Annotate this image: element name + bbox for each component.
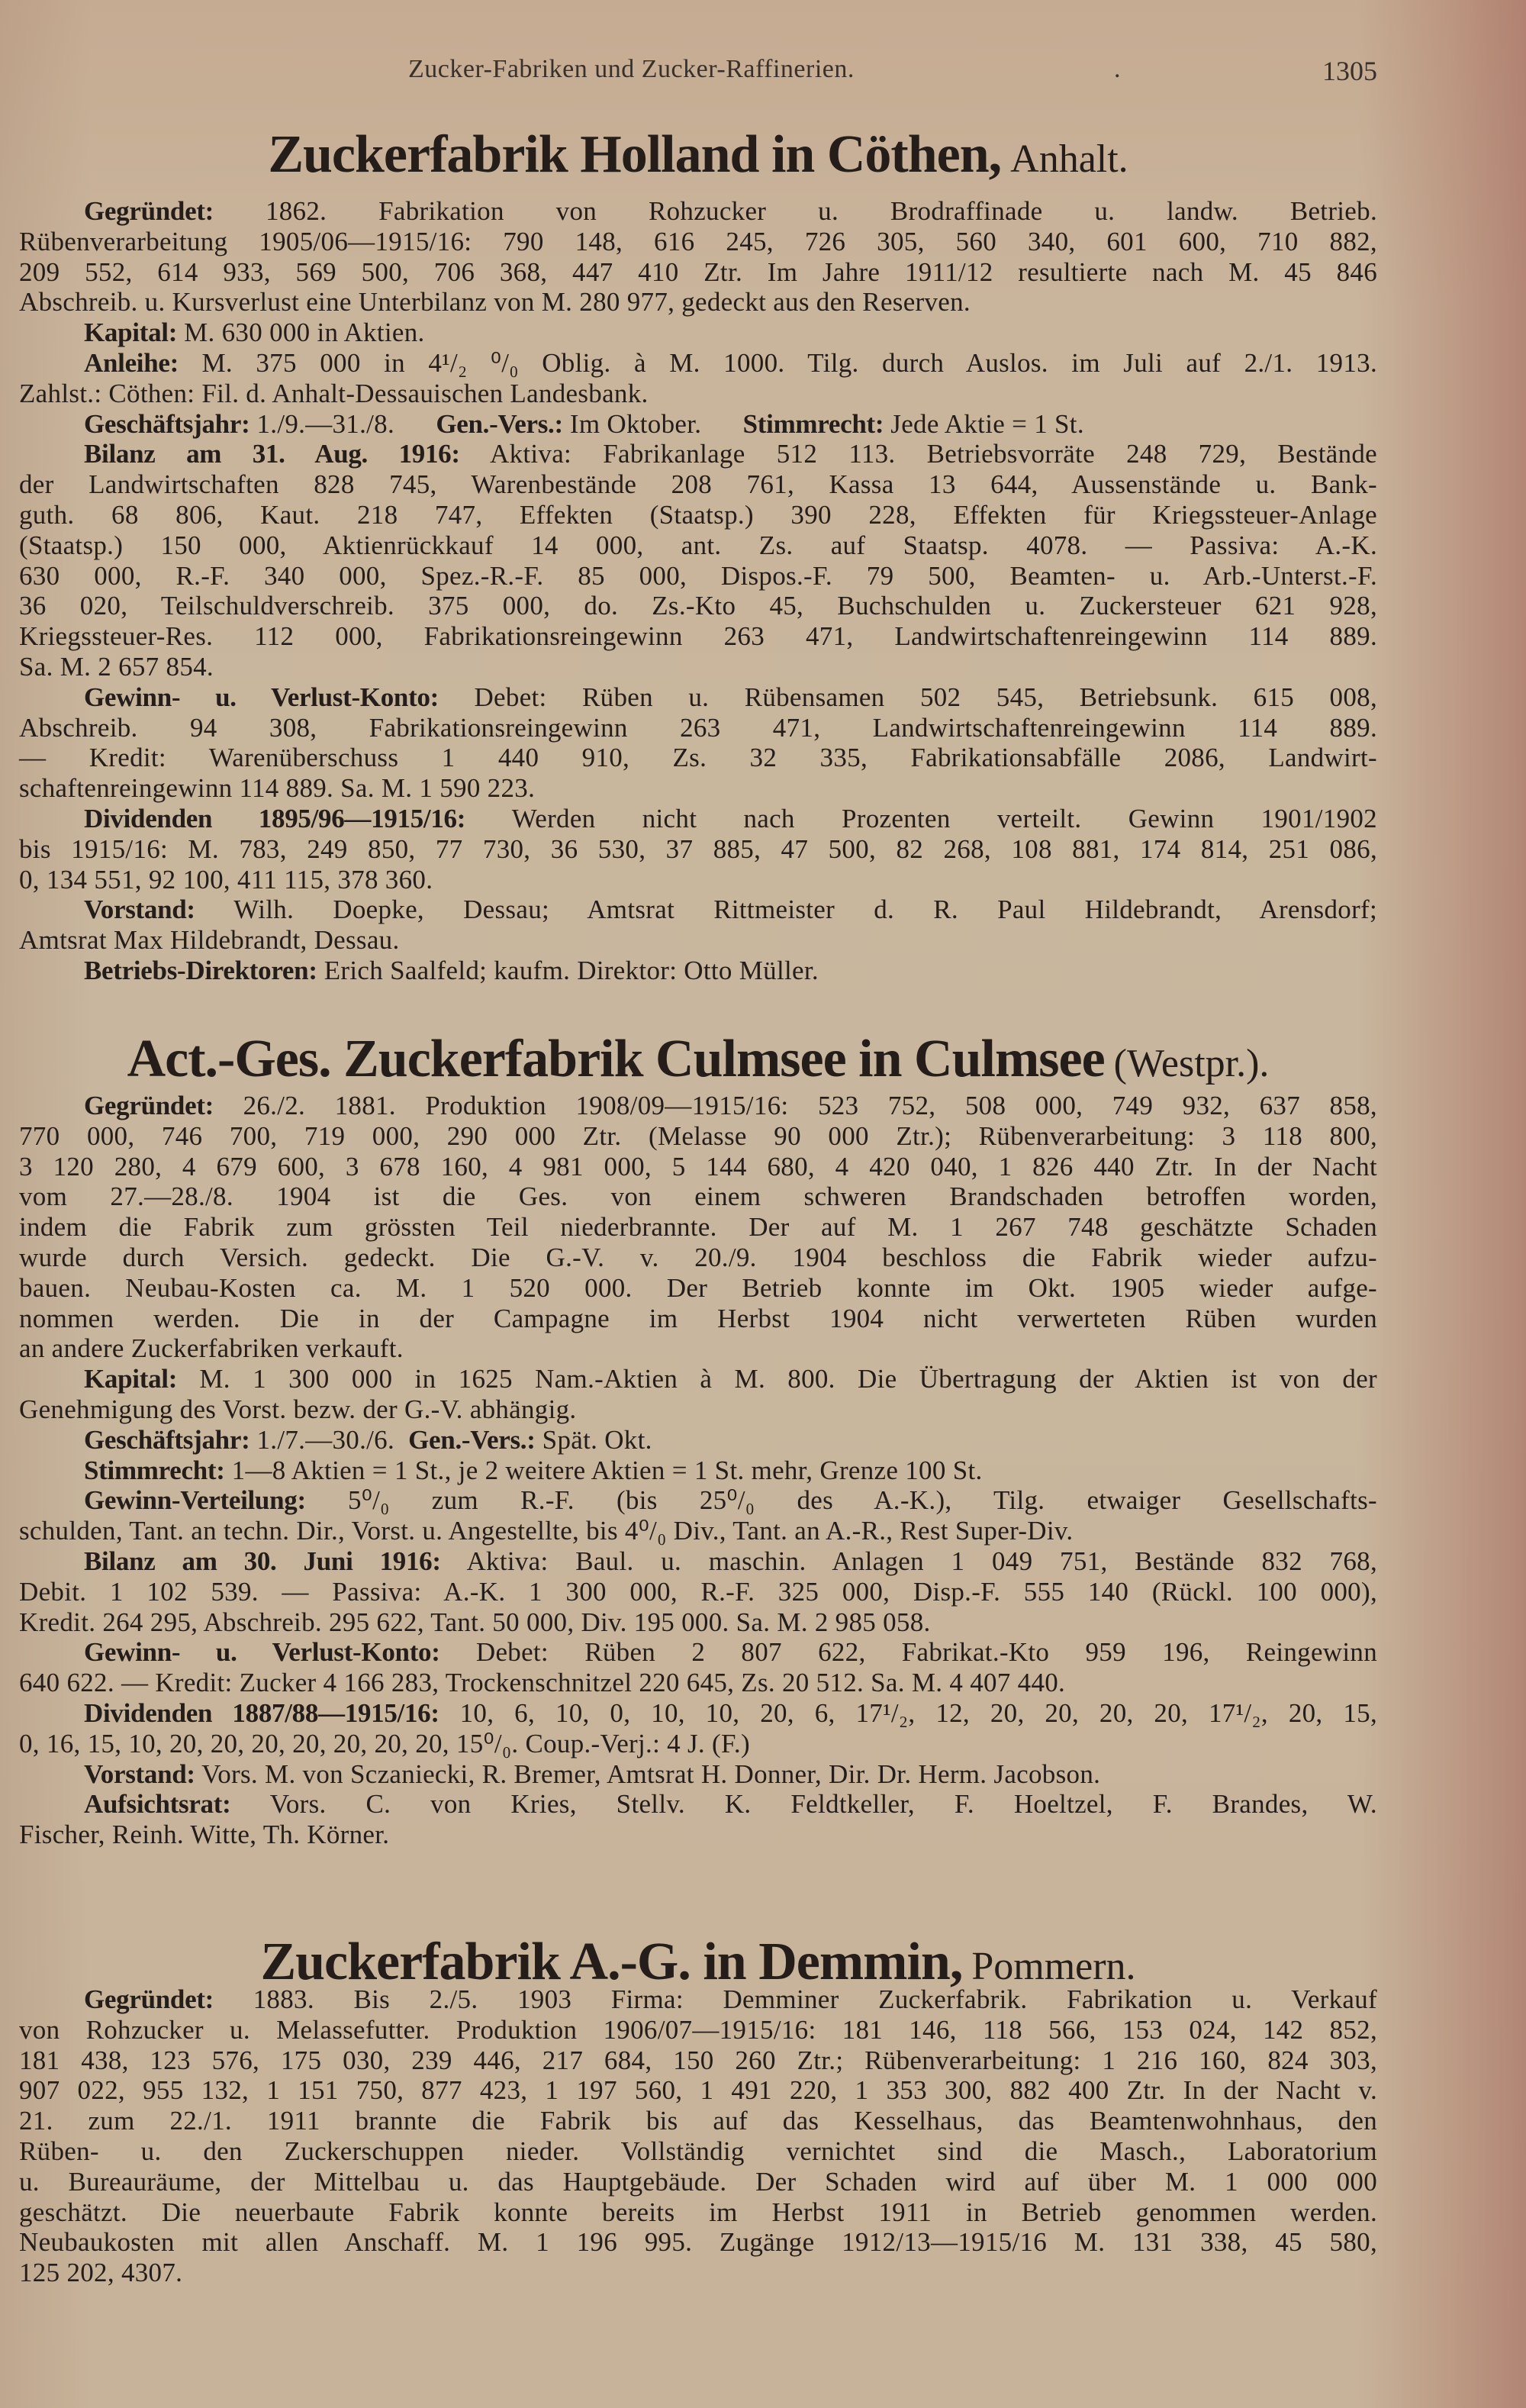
field-text: Debet: Rüben 2 807 622, Fabrikat.-Kto 959 196, Reingewinn: [439, 1637, 1377, 1668]
field-text: 181 438, 123 576, 175 030, 239 446, 217 684, 150 260 Ztr.; Rübenverarbeitung: 1 216 160, 824 303,: [19, 2045, 1377, 2075]
field-text: Kriegssteuer-Res. 112 000, Fabrikationsreingewinn 263 471, Landwirtschaftenreingewinn 114 889.: [19, 621, 1377, 652]
text-line: [19, 1121, 1377, 1152]
text-line: [19, 1607, 1377, 1638]
text-line: [19, 1181, 1377, 1212]
field-text: schaftenreingewinn 114 889. Sa. M. 1 590 223.: [19, 773, 536, 804]
field-text: Sa. M. 2 657 854.: [19, 651, 214, 682]
text-line: [19, 1698, 1377, 1729]
text-line: [19, 865, 1377, 895]
text-line: [19, 1152, 1377, 1182]
entry-paragraph: [19, 1759, 1377, 1790]
text-line: [19, 1091, 1377, 1121]
field-text: 209 552, 614 933, 569 500, 706 368, 447 410 Ztr. Im Jahre 1911/12 resultierte nach M. 45 846: [19, 256, 1377, 287]
text-line: [19, 2015, 1377, 2045]
field-text: Aktiva: Baul. u. maschin. Anlagen 1 049 751, Bestände 832 768,: [440, 1546, 1378, 1576]
field-text: Wilh. Doepke, Dessau; Amtsrat Rittmeister d. R. Paul Hildebrandt, Arensdorf;: [195, 895, 1377, 925]
field-label: Bilanz am 31. Aug. 1916:: [84, 439, 460, 469]
running-header-dot: .: [1114, 55, 1121, 83]
field-text: 1862. Fabrikation von Rohzucker u. Brodraffinade u. landw. Betrieb.: [214, 196, 1377, 226]
field-text: (Staatsp.) 150 000, Aktienrückkauf 14 000, ant. Zs. auf Staatsp. 4078. — Passiva: A.-K.: [19, 530, 1377, 560]
text-line: [19, 318, 1377, 348]
field-text: der Landwirtschaften 828 745, Warenbestände 208 761, Kassa 13 644, Aussenstände u. Bank-: [19, 469, 1377, 500]
entry-paragraph: [19, 1984, 1377, 2288]
entry-paragraph: [19, 1364, 1377, 1425]
text-line: [19, 1577, 1377, 1607]
text-line: [19, 713, 1377, 743]
field-label: Gen.-Vers.:: [408, 1424, 536, 1455]
text-line: [19, 1243, 1377, 1273]
field-text: 5⁰/₀ zum R.-F. (bis 25⁰/₀ des A.-K.), Tilg. etwaiger Gesellschafts-: [305, 1485, 1377, 1516]
field-text: 10, 6, 10, 0, 10, 10, 20, 6, 17¹/₂, 12, 20, 20, 20, 20, 17¹/₂, 20, 15,: [439, 1697, 1377, 1728]
entry-paragraph: [19, 348, 1377, 409]
text-line: [19, 773, 1377, 804]
text-line: [19, 956, 1377, 986]
company-region: Anhalt.: [1010, 137, 1128, 181]
field-text: — Kredit: Warenüberschuss 1 440 910, Zs. 32 335, Fabrikationsabfälle 2086, Landwirt-: [19, 743, 1377, 773]
text-line: [19, 804, 1377, 834]
field-label: Stimmrecht:: [84, 1455, 225, 1485]
field-text: bauen. Neubau-Kosten ca. M. 1 520 000. Der Betrieb konnte im Okt. 1905 wieder aufge-: [19, 1272, 1377, 1303]
field-text: Vors. M. von Sczaniecki, R. Bremer, Amtsrat H. Donner, Dir. Dr. Herm. Jacobson.: [195, 1758, 1101, 1789]
text-line: [19, 1759, 1377, 1790]
running-header-title: Zucker-Fabriken und Zucker-Raffinerien.: [408, 55, 855, 83]
entry-paragraph: [19, 196, 1377, 318]
entry-paragraph: [19, 1091, 1377, 1364]
company-name: Zuckerfabrik Holland in Cöthen,: [268, 125, 1002, 184]
field-text: Rüben- u. den Zuckerschuppen nieder. Vollständig vernichtet sind die Masch., Laboratorium: [19, 2136, 1377, 2166]
text-line: [19, 257, 1377, 288]
entry-paragraph: [19, 804, 1377, 895]
text-line: [19, 348, 1377, 379]
field-label: Kapital:: [84, 1364, 178, 1394]
field-text: Rübenverarbeitung 1905/06—1915/16: 790 148, 616 245, 726 305, 560 340, 601 600, 710 882,: [19, 226, 1377, 256]
field-text: Kredit. 264 295, Abschreib. 295 622, Tant. 50 000, Div. 195 000. Sa. M. 2 985 058.: [19, 1607, 931, 1637]
field-text: u. Bureauräume, der Mittelbau u. das Hauptgebäude. Der Schaden wird auf über M. 1 000 000: [19, 2166, 1377, 2197]
field-label: Gegründet:: [84, 1984, 214, 2014]
field-label: Aufsichtsrat:: [84, 1789, 231, 1820]
field-text: 770 000, 746 700, 719 000, 290 000 Ztr. (Melasse 90 000 Ztr.); Rübenverarbeitung: 3 118 800,: [19, 1120, 1377, 1151]
text-line: [19, 591, 1377, 621]
text-line: [19, 682, 1377, 713]
text-line: [19, 2167, 1377, 2197]
field-text: 640 622. — Kredit: Zucker 4 166 283, Trockenschnitzel 220 645, Zs. 20 512. Sa. M. 4 407 440.: [19, 1668, 1066, 1698]
field-text: 3 120 280, 4 679 600, 3 678 160, 4 981 000, 5 144 680, 4 420 040, 1 826 440 Ztr. In der Nacht: [19, 1151, 1377, 1181]
entry-paragraph: [19, 1546, 1377, 1637]
field-label: Geschäftsjahr:: [84, 1424, 250, 1455]
text-line: [19, 561, 1377, 592]
text-line: [19, 1668, 1377, 1698]
field-text: geschätzt. Die neuerbaute Fabrik konnte bereits im Herbst 1911 in Betrieb genommen werden.: [19, 2197, 1377, 2227]
text-line: [19, 379, 1377, 409]
field-label: Vorstand:: [84, 895, 195, 925]
running-header: [19, 55, 1377, 93]
company-title-holland: [19, 124, 1377, 185]
field-text: 36 020, Teilschuldverschreib. 375 000, do. Zs.-Kto 45, Buchschulden u. Zuckersteuer 621 928,: [19, 591, 1377, 621]
text-line: [19, 1729, 1377, 1759]
field-text: Jede Aktie = 1 St.: [884, 408, 1084, 439]
company-region: Pommern.: [971, 1945, 1136, 1988]
field-label: Betriebs-Direktoren:: [84, 955, 317, 985]
field-text: M. 630 000 in Aktien.: [177, 318, 425, 348]
entry-paragraph: [19, 318, 1377, 348]
text-line: [19, 652, 1377, 682]
field-text: 0, 134 551, 92 100, 411 115, 378 360.: [19, 864, 433, 895]
page-number: 1305: [1322, 56, 1377, 86]
text-line: [19, 1212, 1377, 1243]
field-label: Gewinn-Verteilung:: [84, 1485, 306, 1516]
field-label: Gegründet:: [84, 196, 214, 226]
text-line: [19, 895, 1377, 925]
company-entry-culmsee: [19, 1091, 1377, 1850]
field-text: 1—8 Aktien = 1 St., je 2 weitere Aktien = 1 St. mehr, Grenze 100 St.: [224, 1455, 983, 1485]
company-name: Zuckerfabrik A.-G. in Demmin,: [260, 1933, 963, 1991]
text-line: [19, 439, 1377, 469]
field-label: Geschäftsjahr:: [84, 408, 250, 439]
field-text: 1./9.—31./8.: [250, 408, 436, 439]
text-line: [19, 500, 1377, 530]
text-line: [19, 530, 1377, 561]
text-line: [19, 1984, 1377, 2015]
text-line: [19, 621, 1377, 652]
text-line: [19, 2106, 1377, 2136]
field-label: Anleihe:: [84, 347, 179, 378]
field-label: Gegründet:: [84, 1091, 214, 1120]
field-text: Spät. Okt.: [535, 1424, 652, 1455]
text-line: [19, 1304, 1377, 1334]
field-label: Stimmrecht:: [742, 408, 884, 439]
text-line: [19, 1364, 1377, 1394]
text-line: [19, 1546, 1377, 1577]
text-line: [19, 196, 1377, 227]
field-text: Werden nicht nach Prozenten verteilt. Gewinn 1901/1902: [465, 803, 1377, 833]
company-region: (Westpr.).: [1113, 1042, 1270, 1085]
field-text: Abschreib. u. Kursverlust eine Unterbilanz von M. 280 977, gedeckt aus den Reserven.: [19, 287, 971, 318]
text-line: [19, 1455, 1377, 1486]
field-label: Bilanz am 30. Juni 1916:: [84, 1546, 441, 1576]
field-text: Zahlst.: Cöthen: Fil. d. Anhalt-Dessauischen Landesbank.: [19, 378, 649, 408]
field-text: Debit. 1 102 539. — Passiva: A.-K. 1 300 000, R.-F. 325 000, Disp.-F. 555 140 (Rückl. 100 000),: [19, 1576, 1377, 1607]
field-text: Neubaukosten mit allen Anschaff. M. 1 196 995. Zugänge 1912/13—1915/16 M. 131 338, 45 580,: [19, 2227, 1377, 2258]
field-text: vom 27.—28./8. 1904 ist die Ges. von einem schweren Brandschaden betroffen worden,: [19, 1181, 1377, 1212]
entry-paragraph: [19, 956, 1377, 986]
field-label: Gewinn- u. Verlust-Konto:: [84, 682, 439, 712]
text-line: [19, 2227, 1377, 2258]
field-text: Aktiva: Fabrikanlage 512 113. Betriebsvorräte 248 729, Bestände: [459, 439, 1377, 469]
entry-paragraph: [19, 682, 1377, 804]
text-line: [19, 2136, 1377, 2167]
field-text: guth. 68 806, Kaut. 218 747, Effekten (Staatsp.) 390 228, Effekten für Kriegssteuer-Anlage: [19, 499, 1377, 530]
field-text: Fischer, Reinh. Witte, Th. Körner.: [19, 1820, 390, 1850]
field-text: 630 000, R.-F. 340 000, Spez.-R.-F. 85 000, Dispos.-F. 79 500, Beamten- u. Arb.-Unterst.-F.: [19, 560, 1377, 591]
field-text: 125 202, 4307.: [19, 2258, 183, 2288]
entry-paragraph: [19, 1698, 1377, 1759]
field-text: Abschreib. 94 308, Fabrikationsreingewinn 263 471, Landwirtschaftenreingewinn 114 889.: [19, 712, 1377, 743]
text-line: [19, 1425, 1377, 1455]
entry-paragraph: [19, 439, 1377, 682]
company-title-demmin: [19, 1932, 1377, 1993]
field-label: Dividenden 1895/96—1915/16:: [84, 803, 466, 833]
field-text: Erich Saalfeld; kaufm. Direktor: Otto Müller.: [317, 955, 819, 985]
field-text: Genehmigung des Vorst. bezw. der G.-V. abhängig.: [19, 1394, 577, 1424]
field-label: Gewinn- u. Verlust-Konto:: [84, 1637, 440, 1668]
company-entry-holland: [19, 196, 1377, 986]
text-line: [19, 2258, 1377, 2288]
company-name: Act.-Ges. Zuckerfabrik Culmsee in Culmsee: [127, 1030, 1105, 1088]
field-label: Vorstand:: [84, 1758, 195, 1789]
company-title-culmsee: [19, 1029, 1377, 1090]
text-line: [19, 409, 1377, 440]
company-entry-demmin: [19, 1984, 1377, 2288]
field-text: wurde durch Versich. gedeckt. Die G.-V. v. 20./9. 1904 beschloss die Fabrik wieder aufzu-: [19, 1242, 1377, 1272]
entry-paragraph: [19, 1637, 1377, 1698]
entry-paragraph: [19, 1485, 1377, 1546]
text-line: [19, 1516, 1377, 1546]
text-line: [19, 2045, 1377, 2076]
field-text: an andere Zuckerfabriken verkauft.: [19, 1333, 404, 1364]
entry-paragraph: [19, 895, 1377, 956]
field-text: indem die Fabrik zum grössten Teil niederbrannte. Der auf M. 1 267 748 geschätzte Schaden: [19, 1212, 1377, 1243]
field-text: 1./7.—30./6.: [250, 1424, 409, 1455]
text-line: [19, 287, 1377, 318]
field-text: 21. zum 22./1. 1911 brannte die Fabrik bis auf das Kesselhaus, das Beamtenwohnhaus, den: [19, 2106, 1377, 2136]
field-text: nommen werden. Die in der Campagne im Herbst 1904 nicht verwerteten Rüben wurden: [19, 1303, 1377, 1333]
field-text: 1883. Bis 2./5. 1903 Firma: Demminer Zuckerfabrik. Fabrikation u. Verkauf: [214, 1984, 1377, 2014]
text-line: [19, 1394, 1377, 1425]
text-line: [19, 925, 1377, 956]
text-line: [19, 1820, 1377, 1850]
text-line: [19, 1789, 1377, 1820]
text-line: [19, 1333, 1377, 1364]
field-text: von Rohzucker u. Melassefutter. Produktion 1906/07—1915/16: 181 146, 118 566, 153 024, 142 852,: [19, 2014, 1377, 2045]
text-line: [19, 1273, 1377, 1304]
entry-paragraph: [19, 1455, 1377, 1486]
field-text: 907 022, 955 132, 1 151 750, 877 423, 1 197 560, 1 491 220, 1 353 300, 882 400 Ztr. In der Nacht v.: [19, 2075, 1377, 2106]
entry-paragraph: [19, 409, 1377, 440]
field-text: Im Oktober.: [562, 408, 743, 439]
text-line: [19, 469, 1377, 500]
field-text: schulden, Tant. an techn. Dir., Vorst. u. Angestellte, bis 4⁰/₀ Div., Tant. an A.-R., Rest Super-Div.: [19, 1516, 1074, 1546]
field-text: Amtsrat Max Hildebrandt, Dessau.: [19, 925, 400, 956]
text-line: [19, 227, 1377, 257]
field-text: M. 1 300 000 in 1625 Nam.-Aktien à M. 800. Die Übertragung der Aktien ist von der: [177, 1364, 1377, 1394]
entry-paragraph: [19, 1789, 1377, 1850]
text-line: [19, 743, 1377, 773]
text-line: [19, 1485, 1377, 1516]
entry-paragraph: [19, 1425, 1377, 1455]
field-text: Vors. C. von Kries, Stellv. K. Feldtkeller, F. Hoeltzel, F. Brandes, W.: [230, 1789, 1377, 1820]
field-text: M. 375 000 in 4¹/₂ ⁰/₀ Oblig. à M. 1000. Tilg. durch Auslos. im Juli auf 2./1. 1913.: [178, 347, 1377, 378]
text-line: [19, 2197, 1377, 2228]
field-label: Dividenden 1887/88—1915/16:: [84, 1697, 439, 1728]
text-line: [19, 834, 1377, 865]
field-label: Kapital:: [84, 318, 178, 348]
field-text: 26./2. 1881. Produktion 1908/09—1915/16: 523 752, 508 000, 749 932, 637 858,: [214, 1091, 1377, 1120]
field-label: Gen.-Vers.:: [436, 408, 563, 439]
field-text: bis 1915/16: M. 783, 249 850, 77 730, 36 530, 37 885, 47 500, 82 268, 108 881, 174 814, 251 086,: [19, 833, 1377, 864]
field-text: Debet: Rüben u. Rübensamen 502 545, Betriebsunk. 615 008,: [439, 682, 1377, 712]
text-line: [19, 2075, 1377, 2106]
field-text: 0, 16, 15, 10, 20, 20, 20, 20, 20, 20, 20, 15⁰/₀. Coup.-Verj.: 4 J. (F.): [19, 1728, 750, 1758]
text-line: [19, 1637, 1377, 1668]
